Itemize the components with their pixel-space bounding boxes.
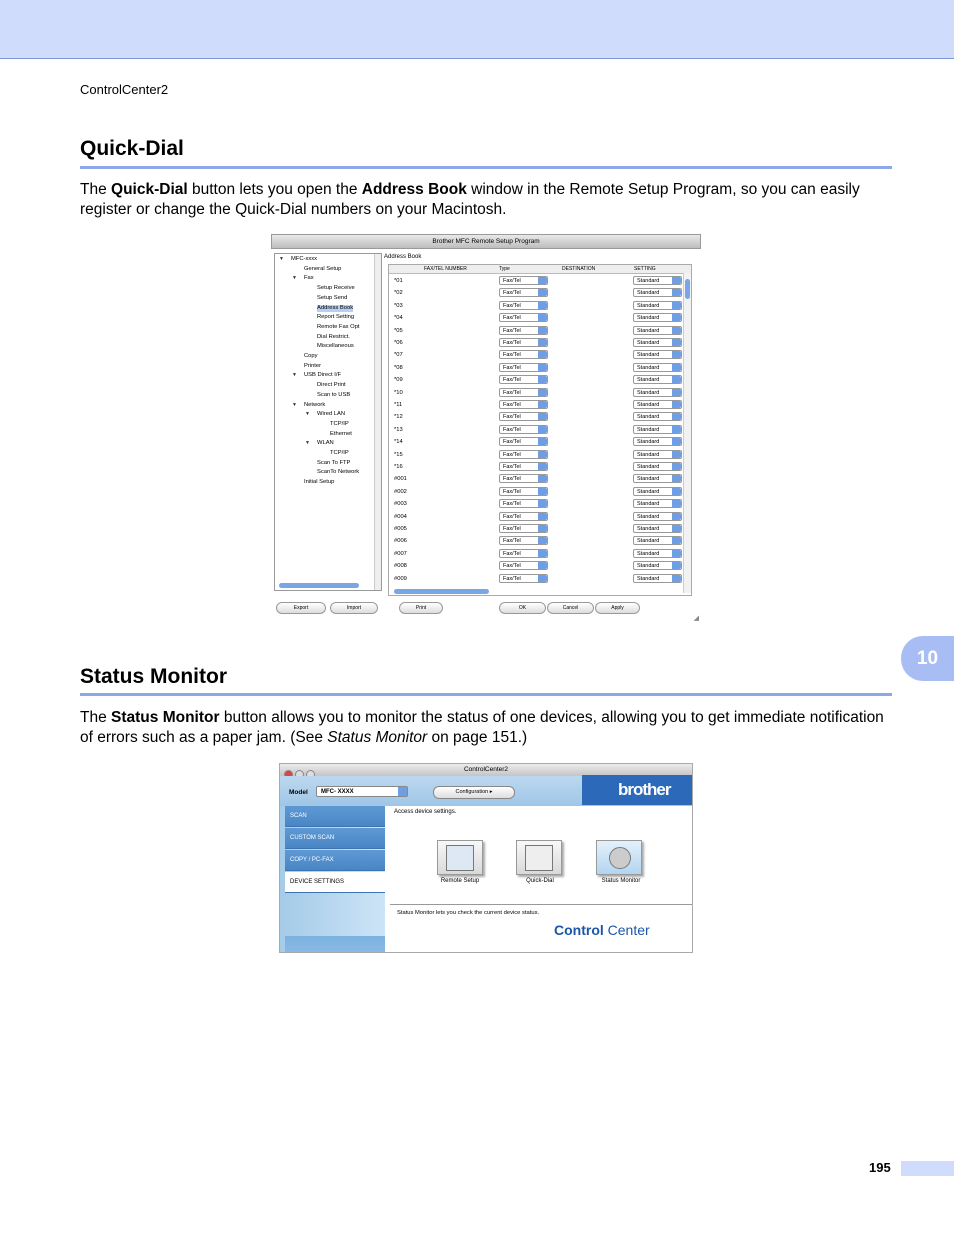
disclosure-triangle-icon[interactable]: ▼ (292, 275, 297, 282)
table-row (389, 399, 691, 411)
table-row (389, 424, 691, 436)
tree-item[interactable]: Remote Fax Opt (317, 323, 360, 330)
tree-item[interactable]: Direct Print (317, 382, 346, 389)
type-select[interactable]: Fax/Tel (499, 288, 548, 297)
import-button[interactable]: Import (330, 602, 378, 614)
entry-number: *06 (394, 340, 403, 346)
tree-item[interactable]: Scan to USB (317, 391, 351, 398)
column-header: SETTING (634, 266, 656, 272)
entry-number: *05 (394, 327, 403, 334)
resize-grip-icon[interactable]: ◢ (693, 615, 699, 622)
top-header-bar (0, 0, 954, 59)
window-title: Brother MFC Remote Setup Program (271, 234, 701, 249)
status-description: Status Monitor lets you check the current device status. (397, 910, 540, 916)
tree-item[interactable]: TCP/IP (330, 420, 349, 427)
setting-select[interactable]: Standard (633, 450, 682, 459)
table-row (389, 498, 691, 510)
type-select[interactable]: Fax/Tel (499, 437, 548, 446)
type-select[interactable]: Fax/Tel (499, 462, 548, 471)
table-row (389, 535, 691, 547)
tree-item[interactable]: Dial Restrict. (317, 333, 350, 340)
tree-item[interactable]: Miscellaneous (317, 343, 354, 350)
heading-quick-dial: Quick-Dial (80, 137, 184, 160)
tree-item[interactable]: Address Book (317, 304, 354, 311)
entry-number: *14 (394, 439, 403, 446)
entry-number: *11 (394, 402, 403, 408)
setting-select[interactable]: Standard (633, 574, 682, 583)
type-select[interactable]: Fax/Tel (499, 425, 548, 434)
entry-number: *02 (394, 290, 403, 297)
remote-setup-screenshot (271, 234, 701, 624)
quick-dial-icon[interactable] (516, 840, 562, 875)
type-select[interactable]: Fax/Tel (499, 474, 548, 483)
setting-select[interactable]: Standard (633, 350, 682, 359)
table-row (389, 461, 691, 473)
entry-number: #002 (394, 488, 407, 495)
tab-sidebar (280, 806, 385, 953)
chapter-tab: 10 (901, 636, 954, 681)
entry-number: *04 (394, 315, 403, 322)
table-row (389, 411, 691, 423)
type-select[interactable]: Fax/Tel (499, 499, 548, 508)
setting-select[interactable]: Standard (633, 412, 682, 421)
setting-select[interactable]: Standard (633, 425, 682, 434)
setting-select[interactable]: Standard (633, 536, 682, 545)
type-select[interactable]: Fax/Tel (499, 512, 548, 521)
entry-number: *15 (394, 451, 403, 458)
tree-vertical-scrollbar[interactable] (374, 254, 381, 590)
entry-number: *16 (394, 464, 403, 470)
type-select[interactable]: Fax/Tel (499, 301, 548, 310)
tree-item[interactable]: MFC-xxxx (291, 256, 318, 262)
table-row (389, 387, 691, 399)
type-select[interactable]: Fax/Tel (499, 313, 548, 322)
setting-select[interactable]: Standard (633, 524, 682, 533)
window-title: ControlCenter2 (280, 764, 692, 777)
export-button[interactable]: Export (276, 602, 326, 614)
configuration-button[interactable]: Configuration ▸ (433, 786, 515, 799)
type-select[interactable]: Fax/Tel (499, 338, 548, 347)
entry-number: *01 (394, 278, 403, 284)
tree-item[interactable]: Setup Receive (317, 285, 355, 292)
sidebar-fill (285, 936, 385, 953)
entry-number: #004 (394, 513, 407, 520)
entry-number: *03 (394, 302, 403, 309)
column-header: FAX/TEL NUMBER (424, 266, 467, 272)
entry-number: *10 (394, 389, 403, 396)
remote-setup-icon[interactable] (437, 840, 483, 875)
type-select[interactable]: Fax/Tel (499, 524, 548, 533)
entry-number: #006 (394, 538, 407, 545)
table-row (389, 300, 691, 312)
tree-item[interactable]: Report Setting (317, 314, 355, 321)
controlcenter-logo: Control Center (554, 922, 650, 938)
print-button[interactable]: Print (399, 602, 443, 614)
icon-label: Status Monitor (601, 878, 641, 884)
type-select[interactable]: Fax/Tel (499, 450, 548, 459)
tree-item[interactable]: Ethernet (330, 430, 352, 437)
type-select[interactable]: Fax/Tel (499, 574, 548, 583)
table-row (389, 523, 691, 535)
entry-number: *07 (394, 352, 403, 359)
tree-item[interactable]: Scan To FTP (317, 459, 351, 466)
setting-select[interactable]: Standard (633, 499, 682, 508)
table-row (389, 573, 691, 585)
tree-item[interactable]: Initial Setup (304, 479, 335, 486)
divider (390, 904, 693, 905)
table-row (389, 275, 691, 287)
table-row (389, 287, 691, 299)
entry-number: #008 (394, 563, 407, 570)
disclosure-triangle-icon[interactable]: ▼ (305, 411, 310, 418)
table-row (389, 560, 691, 572)
icon-label: Quick-Dial (526, 878, 554, 884)
settings-tree[interactable] (274, 253, 382, 591)
type-select[interactable]: Fax/Tel (499, 549, 548, 558)
table-horizontal-scrollbar[interactable] (394, 589, 489, 594)
tab-device-settings[interactable]: DEVICE SETTINGS (285, 872, 385, 893)
entry-number: *12 (394, 414, 403, 421)
tree-item[interactable]: Copy (304, 353, 318, 359)
type-select[interactable]: Fax/Tel (499, 375, 548, 384)
type-select[interactable]: Fax/Tel (499, 388, 548, 397)
tree-item[interactable]: Fax (304, 275, 314, 282)
address-book-label: Address Book (384, 254, 422, 260)
entry-number: #007 (394, 550, 407, 557)
disclosure-triangle-icon[interactable]: ▼ (292, 401, 297, 408)
table-row (389, 325, 691, 337)
entry-number: *13 (394, 426, 403, 433)
type-select[interactable]: Fax/Tel (499, 400, 548, 409)
controlcenter2-screenshot (279, 763, 693, 953)
table-header (389, 265, 691, 274)
tree-item[interactable]: WLAN (317, 440, 334, 447)
tree-item[interactable]: TCP/IP (330, 450, 349, 456)
tab-custom-scan[interactable]: CUSTOM SCAN (285, 828, 385, 849)
setting-select[interactable]: Standard (633, 301, 682, 310)
tree-item[interactable]: Printer (304, 362, 322, 369)
table-row (389, 349, 691, 361)
brother-logo: brother (582, 775, 693, 805)
type-select[interactable]: Fax/Tel (499, 536, 548, 545)
setting-select[interactable]: Standard (633, 549, 682, 558)
setting-select[interactable]: Standard (633, 462, 682, 471)
entry-number: *08 (394, 364, 403, 371)
setting-select[interactable]: Standard (633, 561, 682, 570)
setting-select[interactable]: Standard (633, 338, 682, 347)
type-select[interactable]: Fax/Tel (499, 350, 548, 359)
type-select[interactable]: Fax/Tel (499, 363, 548, 372)
page-number: 195 (869, 1160, 891, 1175)
heading-rule (80, 693, 892, 696)
entry-number: #003 (394, 501, 407, 508)
cancel-button[interactable]: Cancel (547, 602, 594, 614)
type-select[interactable]: Fax/Tel (499, 487, 548, 496)
entry-number: #005 (394, 526, 407, 532)
table-row (389, 486, 691, 498)
setting-select[interactable]: Standard (633, 276, 682, 285)
tree-item[interactable]: USB Direct I/F (304, 372, 342, 379)
entry-number: #001 (394, 476, 407, 483)
table-row (389, 548, 691, 560)
model-label: Model (289, 789, 308, 796)
disclosure-triangle-icon[interactable]: ▼ (279, 256, 284, 262)
table-row (389, 511, 691, 523)
tree-item[interactable]: General Setup (304, 265, 342, 272)
page-number-bar (901, 1161, 954, 1176)
column-header: Type (499, 266, 510, 272)
table-row (389, 473, 691, 485)
table-row (389, 449, 691, 461)
disclosure-triangle-icon[interactable]: ▼ (305, 440, 310, 447)
icon-label: Remote Setup (440, 878, 480, 884)
tree-item[interactable]: Wired LAN (317, 411, 346, 418)
tree-item[interactable]: Setup Send (317, 294, 348, 301)
setting-select[interactable]: Standard (633, 437, 682, 446)
ok-button[interactable]: OK (499, 602, 546, 614)
entry-number: #009 (394, 575, 407, 582)
entry-number: *09 (394, 377, 403, 384)
setting-select[interactable]: Standard (633, 388, 682, 397)
setting-select[interactable]: Standard (633, 512, 682, 521)
type-select[interactable]: Fax/Tel (499, 276, 548, 285)
table-row (389, 362, 691, 374)
model-select[interactable]: MFC- XXXX (316, 786, 408, 797)
address-book-table (388, 264, 692, 596)
setting-select[interactable]: Standard (633, 313, 682, 322)
tree-item[interactable]: ScanTo Network (317, 469, 360, 476)
column-header: DESTINATION (562, 266, 596, 272)
setting-select[interactable]: Standard (633, 363, 682, 372)
type-select[interactable]: Fax/Tel (499, 326, 548, 335)
table-row (389, 374, 691, 386)
tree-horizontal-scrollbar[interactable] (279, 583, 359, 588)
heading-status-monitor: Status Monitor (80, 665, 227, 688)
table-row (389, 337, 691, 349)
status-monitor-icon[interactable] (596, 840, 642, 875)
tab-copy-pc-fax[interactable]: COPY / PC-FAX (285, 850, 385, 871)
setting-select[interactable]: Standard (633, 400, 682, 409)
setting-select[interactable]: Standard (633, 326, 682, 335)
setting-select[interactable]: Standard (633, 288, 682, 297)
table-row (389, 436, 691, 448)
setting-select[interactable]: Standard (633, 474, 682, 483)
paragraph-quick-dial: The Quick-Dial button lets you open the Address Book window in the Remote Setup Program, so you can easily register or change the Quick-Dial numbers on your Macintosh. (80, 181, 860, 218)
heading-rule (80, 166, 892, 169)
table-row (389, 312, 691, 324)
setting-select[interactable]: Standard (633, 375, 682, 384)
access-text: Access device settings. (394, 809, 457, 815)
tree-item[interactable]: Network (304, 401, 326, 408)
paragraph-status-monitor: The Status Monitor button allows you to monitor the status of one devices, allowing you to get immediate notification of errors such as a paper jam. (See Status Monitor on page 151.) (80, 709, 884, 746)
disclosure-triangle-icon[interactable]: ▼ (292, 372, 297, 379)
apply-button[interactable]: Apply (595, 602, 640, 614)
type-select[interactable]: Fax/Tel (499, 561, 548, 570)
type-select[interactable]: Fax/Tel (499, 412, 548, 421)
tab-scan[interactable]: SCAN (285, 806, 385, 827)
setting-select[interactable]: Standard (633, 487, 682, 496)
running-header: ControlCenter2 (80, 82, 169, 97)
